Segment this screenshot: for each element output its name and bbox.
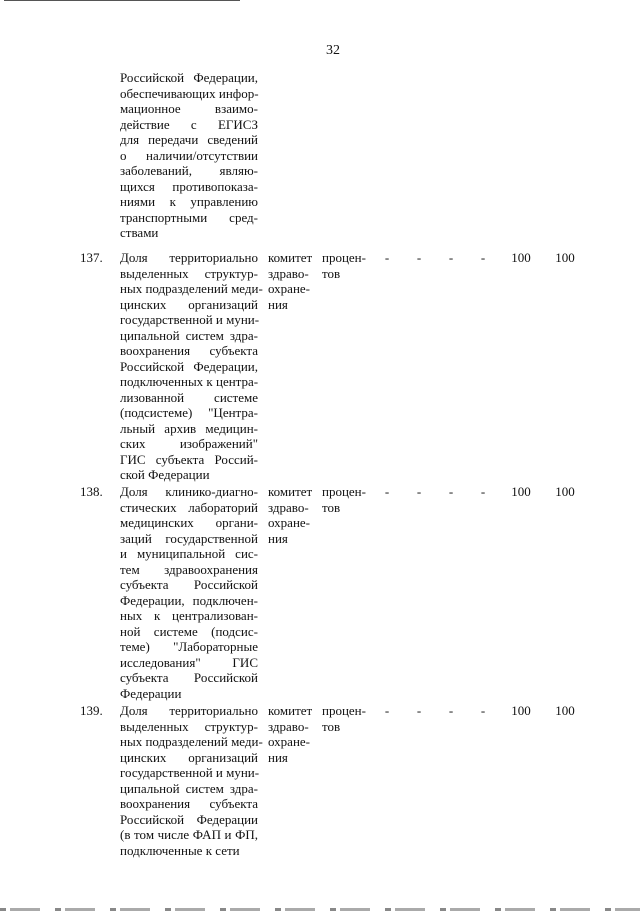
empty-value-dash: - [448,703,454,718]
description-line: и муниципальной сис- [120,546,258,561]
unit-line: тов [322,265,341,281]
organization-line: комитет [268,250,313,265]
description-line: субъекта Российской [120,577,258,592]
description-line: теме) "Лабораторные [120,639,258,654]
target-value: 100 [555,703,575,718]
organization-line: здраво- [268,718,309,734]
description-line: воохранения субъекта [120,796,258,811]
indicator-description [120,703,263,858]
description-line: (подсистеме) "Центра- [120,405,258,420]
unit-line: тов [322,499,341,515]
organization-line: ния [268,296,288,312]
description-line: Российской Федерации, [120,70,258,85]
description-line: Федерации [120,685,182,701]
description-line: медицинских органи- [120,515,258,530]
description-line: ных подразделений меди- [120,734,263,749]
indicator-description [120,484,258,701]
description-line: о наличии/отсутствии [120,147,258,163]
description-line: Доля территориально [120,703,258,718]
empty-value-dash: - [416,703,422,718]
description-line: ной системе (подсис- [120,623,258,639]
unit-line: процен- [322,250,366,265]
description-line: Федерации, подключен- [120,592,258,608]
empty-value-dash: - [480,250,486,265]
empty-value-dash: - [384,250,390,265]
unit-of-measure [322,250,364,281]
description-line: субъекта Российской [120,670,258,685]
target-value: 100 [511,703,531,718]
organization-line: охране- [268,515,311,530]
description-line: ниями к управлению [120,194,258,209]
description-line: ципальной систем здра- [120,780,258,796]
description-line: подключенные к сети [120,842,240,858]
description-line: стических лабораторий [120,499,258,515]
description-line: тем здравоохранения [120,561,258,577]
empty-value-dash: - [480,703,486,718]
unit-line: процен- [322,703,366,718]
organization-line: ния [268,530,288,546]
responsible-organization [268,250,314,312]
organization-line: охране- [268,281,311,296]
organization-line: охране- [268,734,311,749]
empty-value-dash: - [384,703,390,718]
unit-of-measure [322,484,364,515]
description-line: транспортными сред- [120,209,258,225]
description-line: заболеваний, являю- [120,163,258,178]
description-line: подключенных к центра- [120,374,259,389]
description-line: ских изображений" [120,436,258,451]
page-number: 32 [326,43,340,58]
organization-line: здраво- [268,499,309,515]
organization-line: комитет [268,703,313,718]
organization-line: ния [268,749,288,765]
empty-value-dash: - [448,484,454,499]
unit-of-measure [322,703,364,734]
description-line: Доля территориально [120,250,258,265]
description-line: заций государственной [120,530,258,546]
description-line: выделенных структур- [120,718,258,734]
description-line: ской Федерации [120,467,210,482]
organization-line: комитет [268,484,313,499]
empty-value-dash: - [416,250,422,265]
description-line: обеспечивающих инфор- [120,85,259,101]
unit-line: процен- [322,484,366,499]
description-line: мационное взаимо- [120,101,258,116]
description-line: государственной и муни- [120,312,260,327]
unit-line: тов [322,718,341,734]
responsible-organization [268,484,314,546]
description-line: для передачи сведений [120,132,258,147]
description-line: лизованной системе [120,389,258,405]
description-line: Российской Федерации [120,811,258,827]
row-number: 138. [80,484,103,499]
description-line: выделенных структур- [120,265,258,281]
target-value: 100 [555,484,575,499]
description-line: льный архив медицин- [120,420,258,436]
description-line: (в том числе ФАП и ФП, [120,827,258,842]
description-line: ГИС субъекта Россий- [120,451,258,467]
description-line: ных подразделений меди- [120,281,263,296]
description-line: Российской Федерации, [120,358,258,374]
empty-value-dash: - [384,484,390,499]
description-line: ных к централизован- [120,608,258,623]
target-value: 100 [511,250,531,265]
description-line: щихся противопоказа- [120,178,258,194]
description-line: Доля клинико-диагно- [120,484,258,499]
description-line: государственной и муни- [120,765,260,780]
continued-description [120,70,258,241]
description-line: ствами [120,225,159,240]
target-value: 100 [555,250,575,265]
description-line: действие с ЕГИСЗ [120,116,258,132]
row-number: 137. [80,250,103,265]
empty-value-dash: - [448,250,454,265]
description-line: цинских организаций [120,749,258,765]
description-line: ципальной систем здра- [120,327,258,343]
row-number: 139. [80,703,103,718]
description-line: цинских организаций [120,296,258,312]
target-value: 100 [511,484,531,499]
organization-line: здраво- [268,265,309,281]
responsible-organization [268,703,314,765]
top-rule [4,0,240,1]
empty-value-dash: - [480,484,486,499]
empty-value-dash: - [416,484,422,499]
indicator-description [120,250,263,483]
description-line: исследования" ГИС [120,654,258,670]
description-line: воохранения субъекта [120,343,258,358]
